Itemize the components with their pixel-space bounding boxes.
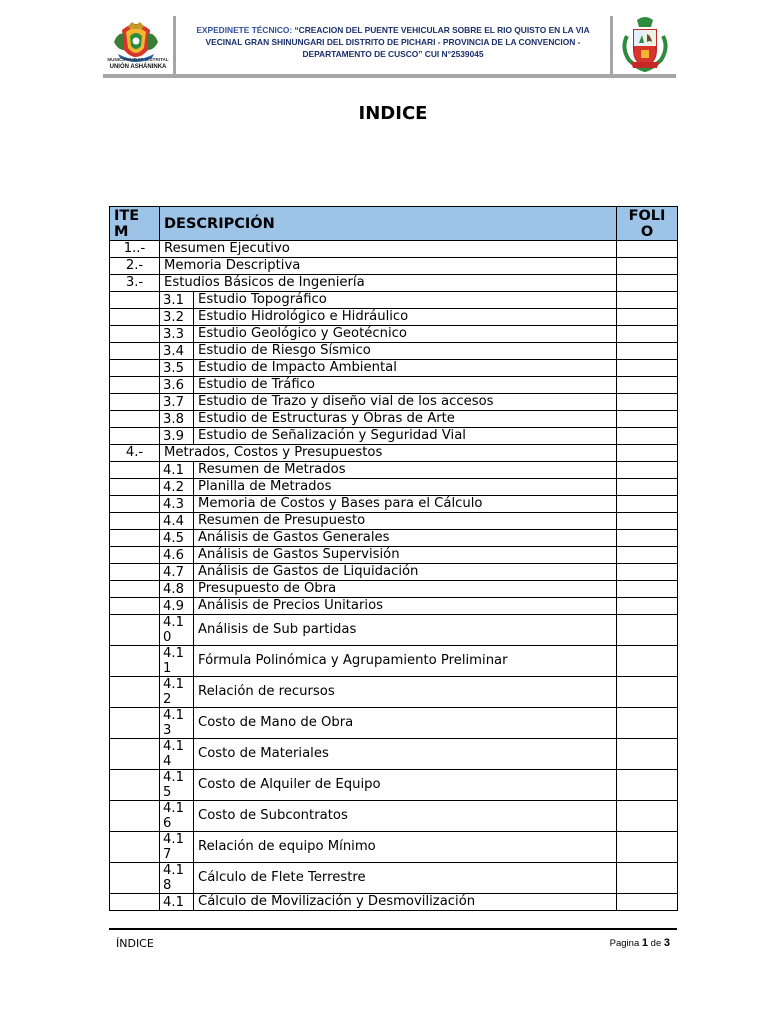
row-description: Análisis de Precios Unitarios [194, 598, 617, 615]
table-row [110, 343, 678, 360]
row-subitem-number: 4.9 [160, 598, 194, 615]
row-folio [617, 479, 678, 496]
row-item-empty [110, 309, 160, 326]
row-subitem-number: 3.5 [160, 360, 194, 377]
row-subitem-number: 3.7 [160, 394, 194, 411]
row-subitem-number: 4.1 [160, 462, 194, 479]
row-description: Planilla de Metrados [194, 479, 617, 496]
page-title: INDICE [358, 103, 428, 124]
index-table-body [110, 241, 678, 911]
table-row [110, 275, 678, 292]
row-description: Estudio Hidrológico e Hidráulico [194, 309, 617, 326]
row-folio [617, 241, 678, 258]
row-item-empty [110, 462, 160, 479]
header-bottom-rule [103, 74, 676, 78]
table-row [110, 428, 678, 445]
row-subitem-number: 4.5 [160, 530, 194, 547]
project-title [183, 24, 603, 60]
table-row [110, 394, 678, 411]
row-folio [617, 377, 678, 394]
row-folio [617, 445, 678, 462]
row-folio [617, 513, 678, 530]
row-folio [617, 739, 678, 770]
table-row [110, 326, 678, 343]
row-folio [617, 581, 678, 598]
table-row [110, 411, 678, 428]
row-item-number: 2.- [110, 258, 160, 275]
row-subitem-number: 4.6 [160, 547, 194, 564]
row-item-empty [110, 770, 160, 801]
row-item-empty [110, 513, 160, 530]
row-folio [617, 394, 678, 411]
row-item-number: 3.- [110, 275, 160, 292]
table-row [110, 241, 678, 258]
row-item-empty [110, 479, 160, 496]
footer-rule [109, 928, 677, 930]
row-description: Análisis de Sub partidas [194, 615, 617, 646]
row-folio [617, 530, 678, 547]
project-title-text: “CREACION DEL PUENTE VEHICULAR SOBRE EL RIO QUISTO EN LA VIA VECINAL GRAN SHINUNGARI DEL DISTRITO DE PICHARI - PROVINCIA DE LA CONVENCION - DEPARTAMENTO DE CUSCO” CUI N°2539045 [205, 25, 590, 59]
row-description: Costo de Materiales [194, 739, 617, 770]
row-folio [617, 832, 678, 863]
row-item-empty [110, 615, 160, 646]
row-subitem-number: 3.8 [160, 411, 194, 428]
row-description: Resumen Ejecutivo [160, 241, 617, 258]
row-description: Costo de Alquiler de Equipo [194, 770, 617, 801]
row-subitem-number: 4.1 [160, 894, 194, 911]
row-item-empty [110, 863, 160, 894]
row-folio [617, 615, 678, 646]
row-folio [617, 708, 678, 739]
row-folio [617, 343, 678, 360]
table-row [110, 677, 678, 708]
row-folio [617, 677, 678, 708]
table-row [110, 496, 678, 513]
row-item-empty [110, 894, 160, 911]
row-item-empty [110, 739, 160, 770]
row-description: Análisis de Gastos Supervisión [194, 547, 617, 564]
table-row [110, 258, 678, 275]
row-description: Memoria de Costos y Bases para el Cálculo [194, 496, 617, 513]
row-description: Costo de Subcontratos [194, 801, 617, 832]
row-item-empty [110, 708, 160, 739]
table-row [110, 360, 678, 377]
column-header-folio: FOLI O [617, 207, 678, 241]
row-subitem-number: 3.3 [160, 326, 194, 343]
row-folio [617, 801, 678, 832]
row-folio [617, 462, 678, 479]
table-row [110, 646, 678, 677]
row-folio [617, 428, 678, 445]
footer-section-name: ÍNDICE [116, 937, 154, 950]
row-description: Estudio Geológico y Geotécnico [194, 326, 617, 343]
row-item-empty [110, 428, 160, 445]
municipality-logo-line2: UNIÓN ASHÁNINKA [109, 64, 167, 70]
page-number [610, 937, 670, 949]
table-row [110, 615, 678, 646]
table-row [110, 479, 678, 496]
table-row [110, 770, 678, 801]
table-row [110, 445, 678, 462]
row-description: Relación de equipo Mínimo [194, 832, 617, 863]
table-row [110, 894, 678, 911]
row-folio [617, 275, 678, 292]
table-row [110, 832, 678, 863]
table-row [110, 547, 678, 564]
document-header [103, 14, 676, 78]
row-subitem-number: 4.3 [160, 496, 194, 513]
row-item-empty [110, 292, 160, 309]
row-subitem-number: 4.1 0 [160, 615, 194, 646]
row-folio [617, 646, 678, 677]
row-folio [617, 598, 678, 615]
row-folio [617, 863, 678, 894]
row-description: Estudio de Estructuras y Obras de Arte [194, 411, 617, 428]
row-description: Estudio de Señalización y Seguridad Vial [194, 428, 617, 445]
row-description: Estudio de Riesgo Sísmico [194, 343, 617, 360]
row-item-empty [110, 496, 160, 513]
row-item-empty [110, 598, 160, 615]
row-item-empty [110, 343, 160, 360]
row-item-empty [110, 677, 160, 708]
table-row [110, 309, 678, 326]
table-row [110, 530, 678, 547]
table-row [110, 708, 678, 739]
row-description: Resumen de Metrados [194, 462, 617, 479]
page-current: 1 [641, 937, 649, 949]
row-item-number: 4.- [110, 445, 160, 462]
row-description: Estudio de Trazo y diseño vial de los accesos [194, 394, 617, 411]
row-subitem-number: 3.4 [160, 343, 194, 360]
index-table-header [110, 207, 678, 241]
row-item-empty [110, 832, 160, 863]
row-description: Presupuesto de Obra [194, 581, 617, 598]
table-row [110, 513, 678, 530]
table-row [110, 863, 678, 894]
table-row [110, 598, 678, 615]
row-folio [617, 411, 678, 428]
row-item-empty [110, 547, 160, 564]
row-description: Fórmula Polinómica y Agrupamiento Preliminar [194, 646, 617, 677]
row-description: Relación de recursos [194, 677, 617, 708]
row-folio [617, 894, 678, 911]
row-folio [617, 258, 678, 275]
column-header-item: ITE M [110, 207, 160, 241]
municipality-logo-line1: MUNICIPALIDAD DISTRITAL [107, 57, 169, 62]
row-subitem-number: 3.9 [160, 428, 194, 445]
row-subitem-number: 3.6 [160, 377, 194, 394]
row-subitem-number: 4.1 2 [160, 677, 194, 708]
table-row [110, 292, 678, 309]
row-subitem-number: 3.2 [160, 309, 194, 326]
table-row [110, 377, 678, 394]
row-item-number: 1..- [110, 241, 160, 258]
row-subitem-number: 4.1 8 [160, 863, 194, 894]
row-description: Cálculo de Flete Terrestre [194, 863, 617, 894]
row-folio [617, 770, 678, 801]
row-item-empty [110, 411, 160, 428]
row-description: Metrados, Costos y Presupuestos [160, 445, 617, 462]
page-of: de [650, 938, 662, 949]
row-description: Análisis de Gastos de Liquidación [194, 564, 617, 581]
row-description: Cálculo de Movilización y Desmovilización [194, 894, 617, 911]
row-subitem-number: 4.1 1 [160, 646, 194, 677]
row-description: Análisis de Gastos Generales [194, 530, 617, 547]
row-subitem-number: 4.4 [160, 513, 194, 530]
row-description: Estudio de Tráfico [194, 377, 617, 394]
row-subitem-number: 4.1 4 [160, 739, 194, 770]
row-item-empty [110, 564, 160, 581]
row-description: Resumen de Presupuesto [194, 513, 617, 530]
row-folio [617, 360, 678, 377]
row-subitem-number: 4.2 [160, 479, 194, 496]
row-folio [617, 292, 678, 309]
row-folio [617, 309, 678, 326]
project-title-lead: EXPEDINETE TÉCNICO: [196, 25, 293, 35]
table-row [110, 462, 678, 479]
row-description: Estudio Topográfico [194, 292, 617, 309]
header-divider [173, 16, 176, 74]
row-folio [617, 496, 678, 513]
table-row [110, 801, 678, 832]
row-item-empty [110, 646, 160, 677]
row-subitem-number: 3.1 [160, 292, 194, 309]
column-header-description: DESCRIPCIÓN [160, 207, 617, 241]
row-description: Estudios Básicos de Ingeniería [160, 275, 617, 292]
peru-coat-of-arms-icon [619, 16, 671, 72]
row-subitem-number: 4.1 5 [160, 770, 194, 801]
page-label: Pagina [609, 938, 640, 949]
table-row [110, 739, 678, 770]
row-description: Costo de Mano de Obra [194, 708, 617, 739]
row-subitem-number: 4.1 7 [160, 832, 194, 863]
row-item-empty [110, 530, 160, 547]
row-folio [617, 547, 678, 564]
row-item-empty [110, 394, 160, 411]
table-row [110, 581, 678, 598]
row-subitem-number: 4.1 6 [160, 801, 194, 832]
row-item-empty [110, 581, 160, 598]
index-table [109, 206, 678, 911]
header-divider [610, 16, 613, 74]
row-description: Memoria Descriptiva [160, 258, 617, 275]
row-subitem-number: 4.8 [160, 581, 194, 598]
row-item-empty [110, 801, 160, 832]
row-item-empty [110, 360, 160, 377]
row-folio [617, 326, 678, 343]
row-description: Estudio de Impacto Ambiental [194, 360, 617, 377]
row-folio [617, 564, 678, 581]
row-subitem-number: 4.1 3 [160, 708, 194, 739]
row-subitem-number: 4.7 [160, 564, 194, 581]
page-total: 3 [663, 937, 670, 949]
row-item-empty [110, 377, 160, 394]
row-item-empty [110, 326, 160, 343]
table-row [110, 564, 678, 581]
